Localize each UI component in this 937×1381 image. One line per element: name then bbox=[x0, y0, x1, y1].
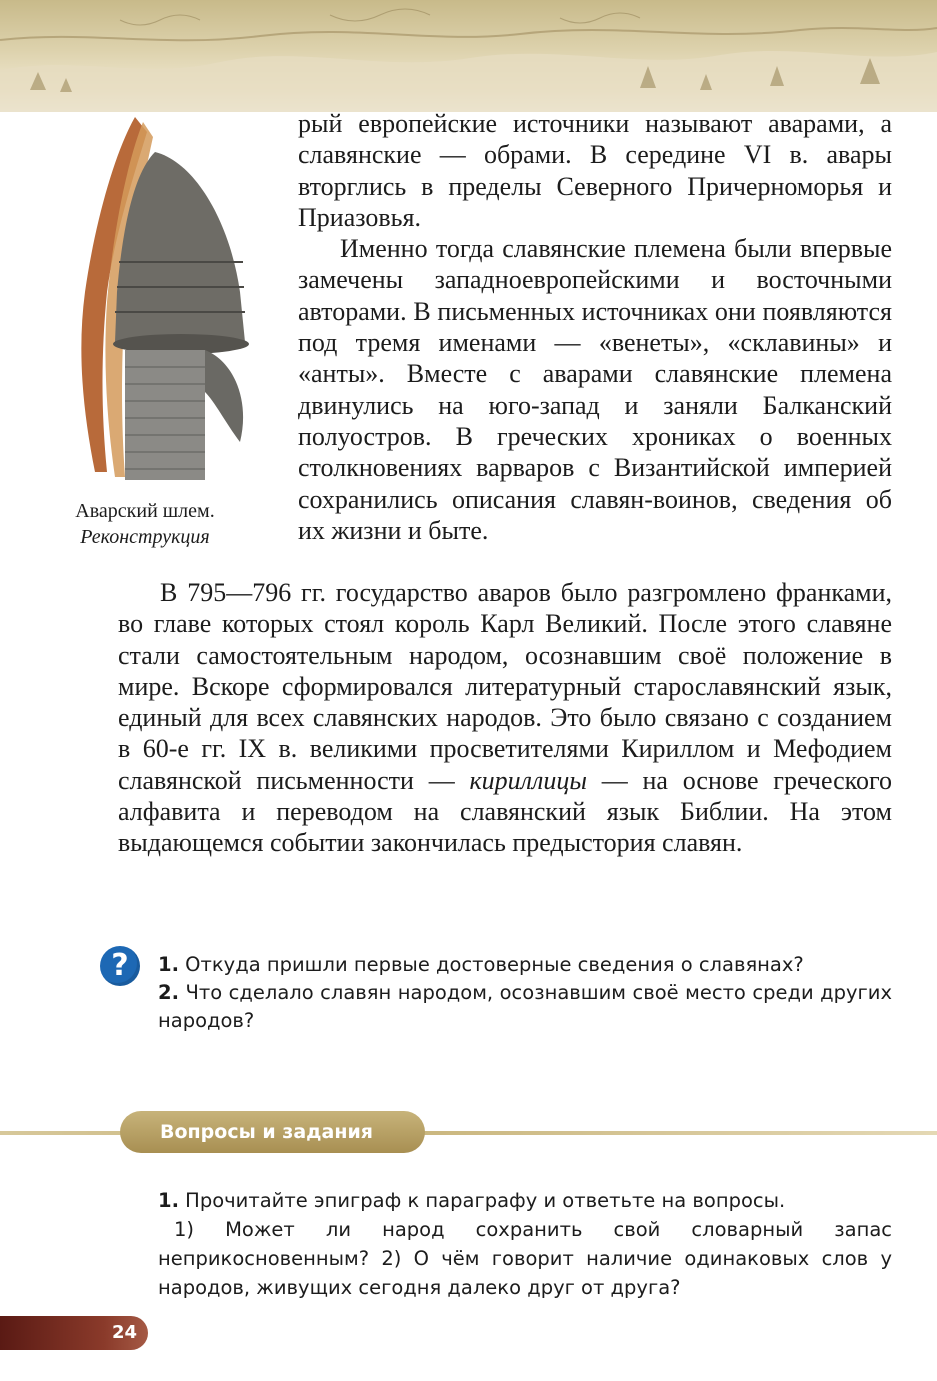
body-text-column bbox=[298, 108, 892, 546]
paragraph-1: рый европейские источники называют аварами, а славянские — обрами. В середине VI в. авары вторглись в пределы Северного Причерноморья и Приазовья. bbox=[298, 109, 892, 232]
term-cyrillic: кириллицы bbox=[469, 765, 587, 795]
question-1-text: Откуда пришли первые достоверные сведения о славянах? bbox=[178, 953, 804, 976]
task-1-subquestions: 1) Может ли народ сохранить свой словарный запас неприкосновенным? 2) О чём говорит наличие одинаковых слов у народов, живущих сегодня далеко друг от друга? bbox=[158, 1218, 892, 1299]
avar-helmet-illustration bbox=[55, 112, 275, 490]
task-1 bbox=[158, 1186, 892, 1215]
question-icon: ? bbox=[100, 946, 140, 986]
body-text-wide bbox=[118, 577, 892, 859]
page-number: 24 bbox=[112, 1322, 138, 1343]
question-2 bbox=[158, 979, 892, 1035]
paragraph-3 bbox=[118, 577, 892, 859]
decorative-map-banner bbox=[0, 0, 937, 112]
question-2-number: 2. bbox=[158, 981, 179, 1004]
section-heading: Вопросы и задания bbox=[120, 1111, 425, 1153]
paragraph-3-part-1: В 795—796 гг. государство аваров было разгромлено франками, во главе которых стоял король Карл Великий. После этого славяне стали самостоятельным народом, осознавшим своё положение в мире. Вскоре сформировался литературный старославянский язык, единый для всех славянских народов. Это было связано с созданием в 60-е гг. IX в. великими просветителями Кириллом и Мефодием славянской письменности — bbox=[118, 578, 892, 795]
question-1 bbox=[158, 951, 892, 979]
question-1-number: 1. bbox=[158, 953, 179, 976]
caption-subtitle: Реконструкция bbox=[80, 526, 210, 548]
caption-title: Аварский шлем. bbox=[75, 500, 215, 522]
question-2-text: Что сделало славян народом, осознавшим своё место среди других народов? bbox=[158, 981, 892, 1032]
banner-artwork bbox=[0, 0, 937, 112]
task-1-text: Прочитайте эпиграф к параграфу и ответьте на вопросы. bbox=[178, 1189, 786, 1212]
paragraph-3-part-2: — на основе греческого алфавита и переводом на славянский язык Библии. На этом выдающемся событии закончилась предыстория славян. bbox=[118, 765, 892, 858]
tasks-list bbox=[158, 1186, 892, 1302]
review-questions bbox=[158, 951, 892, 1035]
figure-caption bbox=[40, 498, 250, 550]
paragraph-2: Именно тогда славянские племена были впервые замечены западноевропейскими и восточными авторами. В письменных источниках они появляются под тремя именами — «венеты», «склавины» и «анты». Вместе с аварами славянские племена двинулись на юго-запад и заняли Балканский полуостров. В греческих хрониках о военных столкновениях варваров с Византийской империей сохранились описания славян-воинов, сведения об их жизни и быте. bbox=[298, 234, 892, 545]
task-1-number: 1. bbox=[158, 1189, 179, 1212]
